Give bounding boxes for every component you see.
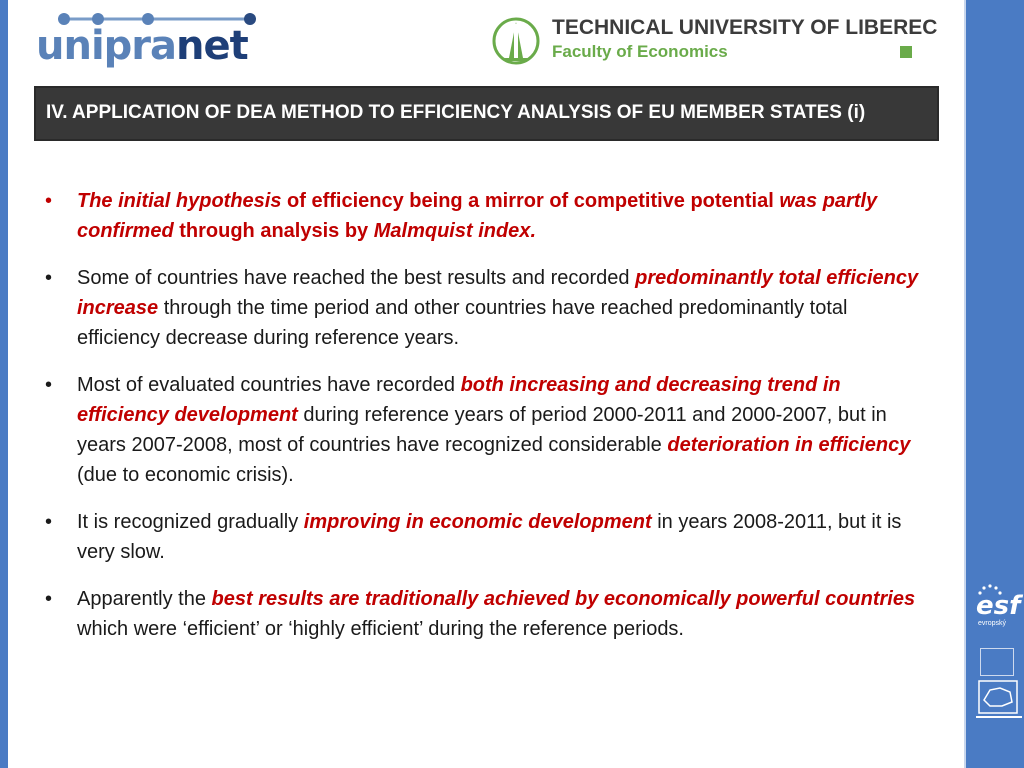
bullet-item-4	[40, 507, 932, 567]
unipranet-logo	[36, 8, 256, 70]
bullet-list	[40, 186, 932, 661]
unipranet-wordmark	[36, 24, 248, 68]
czech-map-icon	[978, 680, 1018, 714]
bullet-1-text-1: of efficiency being a mirror of competitive potential	[281, 190, 780, 212]
bullet-1-emphasis-1: The initial hypothesis	[77, 190, 282, 212]
logo-text-part2: net	[176, 23, 248, 69]
bullet-5-text-1: Apparently the	[77, 588, 212, 610]
bullet-5-emphasis: best results are traditionally achieved by economically powerful countries	[211, 588, 916, 610]
bullet-4-text-1: It is recognized gradually	[77, 511, 304, 533]
bullet-3-text-1: Most of evaluated countries have recorded	[77, 374, 461, 396]
bullet-2-emphasis: predominantly total efficiency increase	[77, 267, 919, 319]
bullet-3-emphasis-2: deterioration in efficiency	[667, 434, 911, 456]
esf-logo	[976, 582, 1022, 732]
tul-logo	[492, 14, 938, 70]
slide-title: IV. APPLICATION OF DEA METHOD TO EFFICIENCY ANALYSIS OF EU MEMBER STATES (i)	[46, 102, 866, 123]
bullet-1-emphasis-2: was partly confirmed	[77, 190, 878, 242]
esf-subtext: evropský	[978, 620, 1007, 627]
bullet-item-3	[40, 370, 932, 490]
bullet-dot-icon: •	[45, 267, 53, 289]
slide-title-bar	[34, 86, 939, 141]
green-square-icon	[900, 46, 912, 58]
small-emblem-icon	[980, 648, 1014, 676]
bullet-3-text-2: during reference years of period 2000-2011 and 2000-2007, but in years 2007-2008, most of countries have recognized considerable	[77, 404, 887, 456]
faculty-name: Faculty of Economics	[552, 42, 728, 61]
logo-text-part1: unipra	[36, 23, 177, 69]
bullet-item-1	[40, 186, 932, 246]
bullet-1-period: .	[530, 220, 536, 242]
left-accent-strip	[0, 0, 8, 768]
bullet-2-text-1: Some of countries have reached the best results and recorded	[77, 267, 636, 289]
bullet-item-5	[40, 584, 932, 644]
tul-emblem-icon	[492, 16, 540, 66]
bullet-4-emphasis: improving in economic development	[303, 511, 652, 533]
university-name: TECHNICAL UNIVERSITY OF LIBEREC	[552, 16, 938, 39]
bullet-dot-icon: •	[45, 190, 53, 212]
bullet-3-emphasis-1: both increasing and decreasing trend in efficiency development	[77, 374, 841, 426]
bullet-2-text-2: through the time period and other countries have reached predominantly total efficiency decrease during reference years.	[77, 297, 848, 349]
bullet-1-emphasis-3: Malmquist index	[373, 220, 531, 242]
esf-text: esf	[976, 591, 1021, 621]
esf-mark	[976, 582, 1022, 632]
bullet-4-text-2: in years 2008-2011, but it is very slow.	[77, 511, 902, 563]
bullet-5-text-2: which were ‘efficient’ or ‘highly efficient’ during the reference periods.	[77, 618, 684, 640]
bullet-dot-icon: •	[45, 511, 53, 533]
bullet-3-text-3: (due to economic crisis).	[77, 464, 294, 486]
bullet-dot-icon: •	[45, 374, 53, 396]
bullet-1-text-2: through analysis by	[173, 220, 374, 242]
bullet-item-2	[40, 263, 932, 353]
logo-divider	[976, 716, 1022, 718]
bullet-dot-icon: •	[45, 588, 53, 610]
